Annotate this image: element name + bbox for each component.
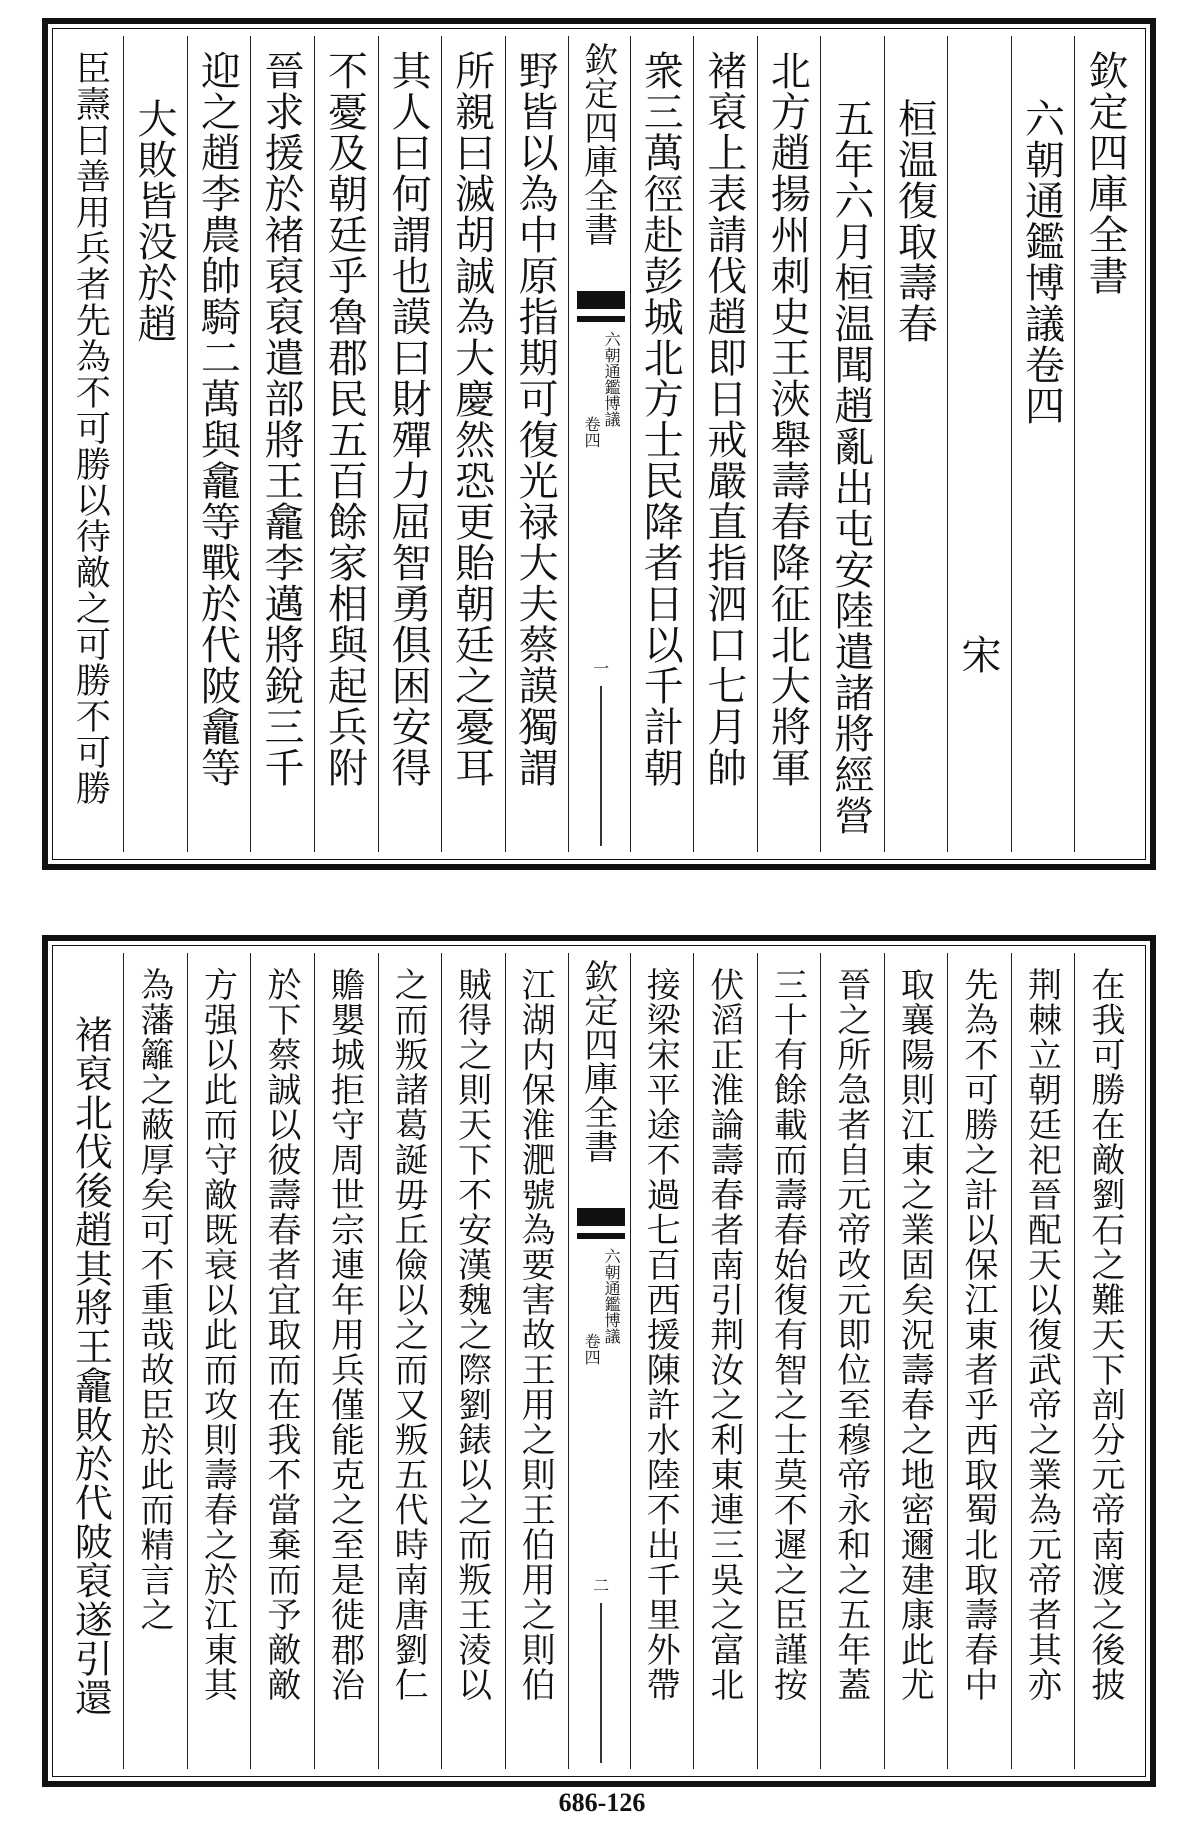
fold-volume-title: 六朝通鑑博議 [602, 331, 622, 427]
text-column: 五年六月桓温聞趙亂出屯安陸遣諸將經營 [820, 36, 884, 852]
commentary-column: 為藩籬之蔽厚矣可不重哉故臣於此而精言之 [123, 953, 187, 1769]
commentary-column: 方强以此而守敵既衰以此而攻則壽春之於江東其 [187, 953, 251, 1769]
text-column: 衆三萬徑赴彭城北方士民降者日以千計朝 [630, 36, 694, 852]
page-bottom [42, 935, 1156, 1787]
commentary-column: 臣燾曰善用兵者先為不可勝以待敵之可勝不可勝 [70, 50, 111, 806]
fold-volume-title: 六朝通鑑博議 [602, 1248, 622, 1344]
text-column: 所親曰滅胡誠為大慶然恐更貽朝廷之憂耳 [441, 36, 505, 852]
text-column: 北方趙揚州刺史王浹舉壽春降征北大將軍 [757, 36, 821, 852]
commentary-column: 荆棘立朝廷祀晉配天以復武帝之業為元帝者其亦 [1011, 953, 1075, 1769]
page-top [42, 18, 1156, 870]
fishtail-mark [577, 291, 625, 309]
text-column: 欽定四庫全書 [1074, 36, 1138, 852]
page-footer-number: 686-126 [558, 1788, 646, 1817]
fold-page-number: 二 [593, 1576, 610, 1595]
section-heading: 桓温復取壽春 [884, 36, 948, 852]
commentary-column: 贍嬰城拒守周世宗連年用兵僅能克之至是徙郡治 [314, 953, 378, 1769]
fold-rule [600, 686, 602, 846]
commentary-column: 伏滔正淮論壽春者南引荆汝之利東連三吳之富北 [693, 953, 757, 1769]
text-column: 褚裒上表請伐趙即日戒嚴直指泗口七月帥 [693, 36, 757, 852]
fold-page-number: 一 [593, 659, 610, 678]
commentary-column: 之而叛諸葛誕毋丘儉以之而又叛五代時南唐劉仁 [378, 953, 442, 1769]
commentary-column: 晉之所急者自元帝改元即位至穆帝永和之五年蓋 [820, 953, 884, 1769]
commentary-column: 先為不可勝之計以保江東者乎西取蜀北取壽春中 [947, 953, 1011, 1769]
center-fold [568, 36, 630, 852]
fold-juan: 卷四 [582, 416, 602, 448]
author-dynasty: 宋 [954, 633, 1001, 675]
text-column: 迎之趙李農帥騎二萬與龕等戰於代陂龕等 [187, 36, 251, 852]
commentary-column: 在我可勝在敵劉石之難天下剖分元帝南渡之後披 [1074, 953, 1138, 1769]
fold-book-title: 欽定四庫全書 [577, 42, 618, 246]
commentary-column: 三十有餘載而壽春始復有智之士莫不遲之臣謹按 [757, 953, 821, 1769]
fold-juan: 卷四 [582, 1333, 602, 1365]
text-column: 野皆以為中原指期可復光禄大夫蔡謨獨謂 [505, 36, 569, 852]
text-column: 褚裒北伐後趙其將王龕敗於代陂裒遂引還 [68, 1015, 113, 1717]
commentary-column: 取襄陽則江東之業固矣況壽春之地密邇建康此尤 [884, 953, 948, 1769]
commentary-column: 於下蔡誠以彼壽春者宜取而在我不當棄而予敵敵 [250, 953, 314, 1769]
text-column: 大敗皆没於趙 [123, 36, 187, 852]
author-column [947, 36, 1011, 852]
text-column: 其人曰何謂也謨曰財殫力屈智勇俱困安得 [378, 36, 442, 852]
fold-rule [600, 1603, 602, 1763]
text-column: 六朝通鑑博議卷四 [1011, 36, 1075, 852]
text-column: 晉求援於褚裒裒遣部將王龕李邁將銳三千 [250, 36, 314, 852]
fishtail-mark [577, 1233, 625, 1239]
commentary-column: 江湖内保淮淝號為要害故王用之則王伯用之則伯 [505, 953, 569, 1769]
text-column: 不憂及朝廷乎魯郡民五百餘家相與起兵附 [314, 36, 378, 852]
commentary-column: 接梁宋平途不過七百西援陳許水陸不出千里外帶 [630, 953, 694, 1769]
fishtail-mark [577, 1208, 625, 1226]
center-fold [568, 953, 630, 1769]
fishtail-mark [577, 316, 625, 322]
fold-book-title: 欽定四庫全書 [577, 959, 618, 1163]
commentary-column: 賊得之則天下不安漢魏之際劉錶以之而叛王淩以 [441, 953, 505, 1769]
